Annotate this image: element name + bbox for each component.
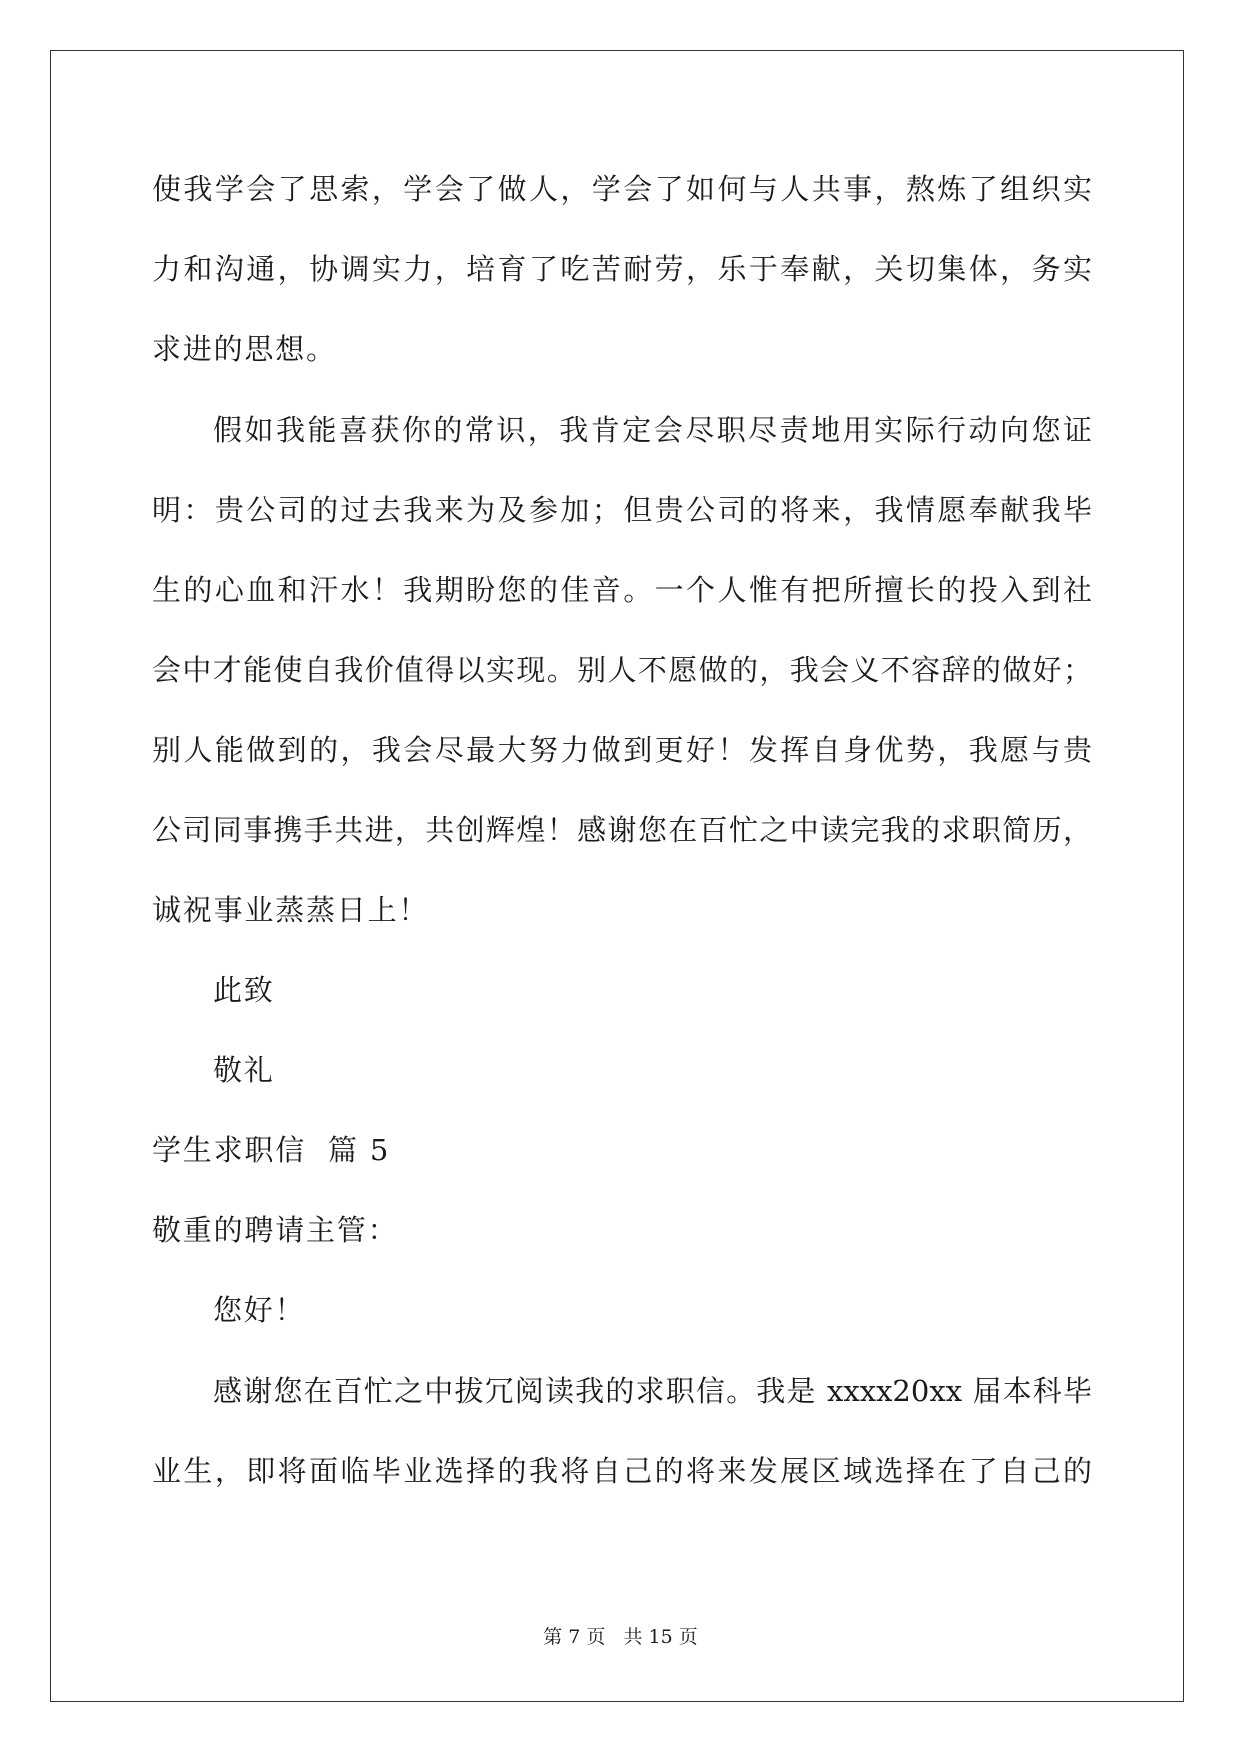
section-heading: 学生求职信 篇 5 xyxy=(152,1133,391,1167)
body-line: 会中才能使自我价值得以实现。别人不愿做的，我会义不容辞的做好； xyxy=(152,653,1092,687)
body-line: 假如我能喜获你的常识，我肯定会尽职尽责地用实际行动向您证 xyxy=(213,413,1092,447)
body-line: 感谢您在百忙之中拔冗阅读我的求职信。我是 xxxx20xx 届本科毕 xyxy=(213,1374,1092,1408)
body-line: 明：贵公司的过去我来为及参加；但贵公司的将来，我情愿奉献我毕 xyxy=(152,493,1092,527)
page-total: 共 15 页 xyxy=(623,1626,698,1648)
body-line: 别人能做到的，我会尽最大努力做到更好！发挥自身优势，我愿与贵 xyxy=(152,733,1092,767)
body-line: 公司同事携手共进，共创辉煌！感谢您在百忙之中读完我的求职简历， xyxy=(152,813,1092,847)
page-footer xyxy=(0,1625,1241,1649)
body-line: 诚祝事业蒸蒸日上！ xyxy=(152,893,430,927)
body-line: 力和沟通，协调实力，培育了吃苦耐劳，乐于奉献，关切集体，务实 xyxy=(152,252,1092,286)
greeting-hello: 您好！ xyxy=(213,1293,306,1327)
body-line: 业生，即将面临毕业选择的我将自己的将来发展区域选择在了自己的 xyxy=(152,1454,1092,1488)
body-line: 求进的思想。 xyxy=(152,332,337,366)
greeting-line: 敬重的聘请主管： xyxy=(152,1213,399,1247)
closing-salutation: 此致 xyxy=(213,973,275,1007)
body-line: 使我学会了思索，学会了做人，学会了如何与人共事，熬炼了组织实 xyxy=(152,172,1092,206)
body-line: 生的心血和汗水！我期盼您的佳音。一个人惟有把所擅长的投入到社 xyxy=(152,573,1092,607)
closing-regards: 敬礼 xyxy=(213,1053,275,1087)
page-number: 第 7 页 xyxy=(543,1626,606,1648)
